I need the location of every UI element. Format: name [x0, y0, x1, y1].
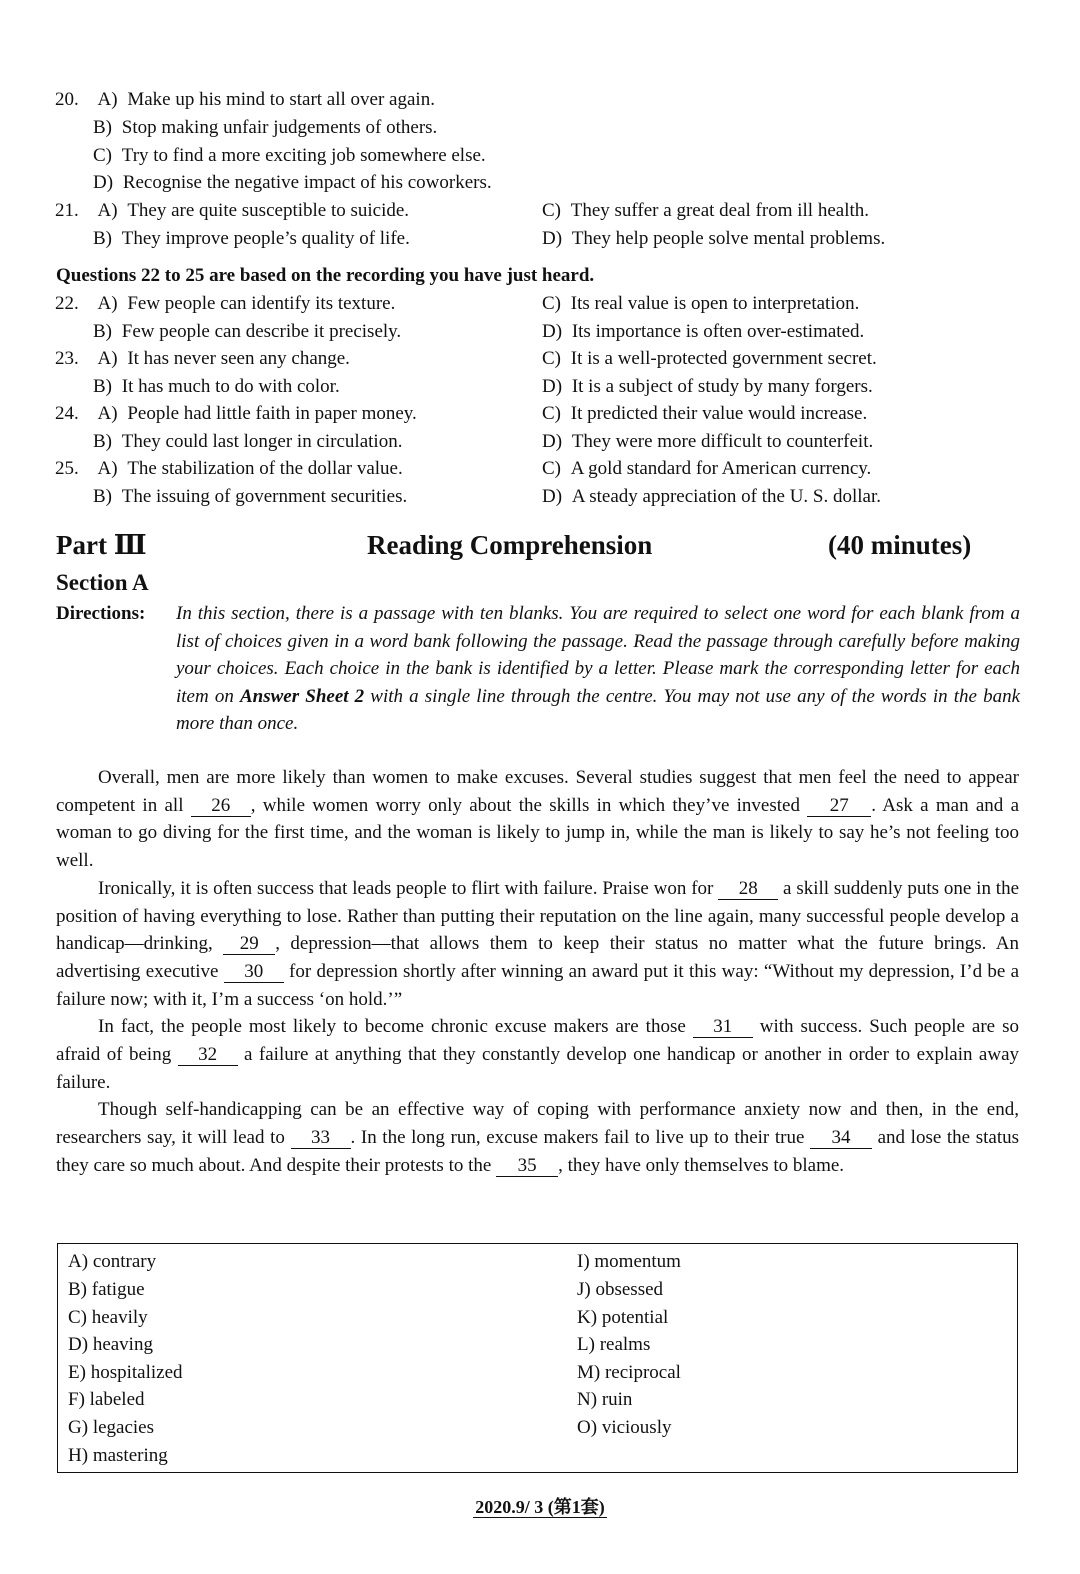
word-bank-word: viciously [601, 1417, 672, 1438]
word-bank-word: obsessed [595, 1279, 664, 1300]
word-bank-label: J) [577, 1279, 591, 1300]
question-23-option-a [55, 347, 350, 371]
option-text: They are quite susceptible to suicide. [127, 200, 410, 221]
word-bank-item [577, 1278, 663, 1302]
section-title: Section A [56, 570, 149, 595]
word-bank-label: I) [577, 1251, 590, 1272]
option-text: The stabilization of the dollar value. [127, 458, 403, 479]
question-21-option-c [542, 199, 869, 223]
passage-text: and lose the status they care so much about. And despite their protests to the [56, 1127, 1019, 1176]
option-label: A) [97, 458, 118, 479]
word-bank-word: labeled [89, 1389, 145, 1410]
word-bank-word: heavily [91, 1307, 148, 1328]
question-number: 23. [55, 348, 79, 369]
blank-32: 32 [178, 1044, 238, 1066]
word-bank-word: ruin [601, 1389, 633, 1410]
question-22-option-b [93, 320, 401, 344]
passage-text: . In the long run, excuse makers fail to live up to their true [350, 1127, 811, 1149]
answer-sheet-label: Answer Sheet 2 [239, 685, 365, 707]
recording-note: Questions 22 to 25 are based on the recording you have just heard. [56, 265, 595, 286]
option-text: They improve people’s quality of life. [121, 228, 410, 249]
option-label: D) [542, 228, 563, 249]
word-bank-word: legacies [92, 1417, 154, 1438]
option-label: A) [97, 89, 118, 110]
blank-29: 29 [223, 933, 275, 955]
word-bank-item [68, 1306, 148, 1330]
option-label: C) [542, 403, 561, 424]
option-label: D) [542, 431, 563, 452]
question-number: 25. [55, 458, 79, 479]
directions-text [176, 600, 1020, 738]
option-text: Few people can identify its texture. [127, 293, 396, 314]
option-text: The issuing of government securities. [121, 486, 408, 507]
option-label: A) [97, 200, 118, 221]
question-number: 22. [55, 293, 79, 314]
option-text: A steady appreciation of the U. S. dollar. [571, 486, 882, 507]
option-text: Its importance is often over-estimated. [571, 321, 865, 342]
word-bank-item [68, 1388, 145, 1412]
page-number: 2020.9/ 3 (第1套) [475, 1497, 605, 1517]
word-bank-item [577, 1250, 681, 1274]
word-bank-label: D) [68, 1334, 89, 1355]
question-number: 20. [55, 89, 79, 110]
option-label: A) [97, 348, 118, 369]
option-label: B) [93, 486, 112, 507]
passage-paragraph-2 [56, 875, 1019, 1014]
question-20-option-c [93, 144, 486, 168]
passage-text: , depression—that allows them to keep their status no matter what the future brings. An advertising executive [56, 933, 1019, 982]
option-label: C) [542, 293, 561, 314]
option-text: Make up his mind to start all over again. [127, 89, 435, 110]
word-bank-label: H) [68, 1445, 89, 1466]
word-bank-label: F) [68, 1389, 85, 1410]
word-bank-label: B) [68, 1279, 87, 1300]
question-23-option-b [93, 375, 340, 399]
question-20-option-d [93, 171, 492, 195]
blank-31: 31 [693, 1016, 753, 1038]
question-23-option-c [542, 347, 877, 371]
passage-text: Ironically, it is often success that leads people to flirt with failure. Praise won for [98, 877, 719, 899]
directions-label: Directions: [56, 603, 146, 624]
option-text: Few people can describe it precisely. [121, 321, 402, 342]
option-text: They suffer a great deal from ill health. [570, 200, 869, 221]
option-label: B) [93, 431, 112, 452]
passage-paragraph-3 [56, 1013, 1019, 1096]
passage [56, 764, 1019, 1180]
passage-text: , they have only themselves to blame. [558, 1154, 845, 1176]
question-25-option-a [55, 457, 403, 481]
option-label: D) [542, 376, 563, 397]
blank-28: 28 [718, 878, 778, 900]
word-bank-word: momentum [594, 1251, 681, 1272]
word-bank-item [577, 1333, 650, 1357]
option-label: B) [93, 321, 112, 342]
question-21-option-b [93, 227, 410, 251]
passage-text: , while women worry only about the skills in which they’ve invested [250, 794, 808, 816]
word-bank-label: N) [577, 1389, 598, 1410]
word-bank-word: heaving [92, 1334, 153, 1355]
option-text: Recognise the negative impact of his coworkers. [122, 172, 492, 193]
question-25-option-b [93, 485, 407, 509]
option-label: A) [97, 403, 118, 424]
option-text: A gold standard for American currency. [570, 458, 872, 479]
passage-text: a skill suddenly puts one in the position of having everything to lose. Rather than putting their reputation on the line again, many successful people develop a handicap—drinking, [56, 877, 1020, 955]
question-number: 21. [55, 200, 79, 221]
word-bank-item [68, 1278, 145, 1302]
word-bank-label: M) [577, 1362, 601, 1383]
passage-text: with success. Such people are so afraid of being [56, 1016, 1019, 1066]
word-bank-word: realms [599, 1334, 651, 1355]
option-text: It is a well-protected government secret. [570, 348, 877, 369]
blank-35: 35 [496, 1155, 558, 1177]
option-label: C) [542, 348, 561, 369]
directions [56, 600, 1020, 738]
word-bank-label: L) [577, 1334, 595, 1355]
word-bank-item [68, 1250, 156, 1274]
word-bank-word: fatigue [91, 1279, 145, 1300]
option-label: D) [542, 486, 563, 507]
question-22-option-a [55, 292, 395, 316]
option-text: It is a subject of study by many forgers. [571, 376, 873, 397]
option-text: It has never seen any change. [127, 348, 350, 369]
word-bank-item [68, 1444, 168, 1468]
word-bank-item [68, 1416, 154, 1440]
option-text: Its real value is open to interpretation. [570, 293, 860, 314]
passage-text: Overall, men are more likely than women to make excuses. Several studies suggest that men feel the need to appear competent in all [56, 767, 1019, 816]
passage-text: In fact, the people most likely to become chronic excuse makers are those [98, 1016, 693, 1038]
passage-text: a failure at anything that they constantly develop one handicap or another in order to explain away failure. [56, 1044, 1020, 1093]
option-label: C) [93, 145, 112, 166]
word-bank-label: E) [68, 1362, 86, 1383]
question-25-option-d [542, 485, 881, 509]
question-21-option-d [542, 227, 885, 251]
word-bank [57, 1243, 1018, 1473]
option-text: It predicted their value would increase. [570, 403, 868, 424]
question-25-option-c [542, 457, 871, 481]
part-label: Part Ⅲ [56, 530, 147, 560]
word-bank-label: A) [68, 1251, 89, 1272]
option-text: They were more difficult to counterfeit. [571, 431, 874, 452]
option-text: Try to find a more exciting job somewhere else. [121, 145, 486, 166]
word-bank-item [68, 1361, 183, 1385]
word-bank-label: C) [68, 1307, 87, 1328]
part-title: Reading Comprehension [367, 530, 653, 560]
question-22-option-c [542, 292, 859, 316]
blank-34: 34 [810, 1127, 872, 1149]
word-bank-item [577, 1306, 668, 1330]
question-20-option-b [93, 116, 437, 140]
word-bank-item [68, 1333, 153, 1357]
passage-paragraph-1 [56, 764, 1019, 875]
word-bank-word: reciprocal [604, 1362, 681, 1383]
question-22-option-d [542, 320, 864, 344]
passage-paragraph-4 [56, 1096, 1019, 1179]
blank-30: 30 [224, 961, 284, 983]
part-time: (40 minutes) [828, 530, 972, 560]
option-label: B) [93, 228, 112, 249]
option-text: Stop making unfair judgements of others. [121, 117, 438, 138]
word-bank-word: mastering [92, 1445, 168, 1466]
passage-text: Though self-handicapping can be an effective way of coping with performance anxiety now and then, in the end, researchers say, it will lead to [56, 1099, 1019, 1149]
question-24-option-b [93, 430, 402, 454]
directions-text-part: with a single line through the centre. You may not use any of the words in the bank more than once. [176, 685, 1021, 735]
page-footer [0, 1493, 1080, 1519]
word-bank-item [577, 1416, 671, 1440]
option-text: They help people solve mental problems. [571, 228, 886, 249]
question-21-option-a [55, 199, 409, 223]
passage-text: . Ask a man and a woman to go diving for the first time, and the woman is likely to jump in, while the man is likely to say he’s not feeling too well. [56, 794, 1020, 872]
word-bank-label: O) [577, 1417, 598, 1438]
option-label: C) [542, 458, 561, 479]
word-bank-item [577, 1388, 632, 1412]
word-bank-item [577, 1361, 681, 1385]
question-24-option-a [55, 402, 417, 426]
passage-text: for depression shortly after winning an award put it this way: “Without my depression, I’d be a failure now; with it, I’m a success ‘on hold.’” [56, 960, 1019, 1010]
word-bank-label: G) [68, 1417, 89, 1438]
question-24-option-c [542, 402, 867, 426]
option-text: People had little faith in paper money. [127, 403, 417, 424]
option-text: They could last longer in circulation. [121, 431, 403, 452]
option-label: A) [97, 293, 118, 314]
option-label: D) [93, 172, 114, 193]
question-20-option-a [55, 88, 435, 112]
word-bank-word: contrary [92, 1251, 157, 1272]
word-bank-label: K) [577, 1307, 598, 1328]
option-label: C) [542, 200, 561, 221]
word-bank-word: hospitalized [90, 1362, 183, 1383]
option-label: B) [93, 117, 112, 138]
blank-26: 26 [191, 795, 251, 817]
question-24-option-d [542, 430, 873, 454]
blank-27: 27 [807, 795, 871, 817]
question-23-option-d [542, 375, 873, 399]
option-label: B) [93, 376, 112, 397]
question-number: 24. [55, 403, 79, 424]
option-label: D) [542, 321, 563, 342]
option-text: It has much to do with color. [121, 376, 340, 397]
directions-text-part: In this section, there is a passage with ten blanks. You are required to select one word for each blank from a list of choices given in a word bank following the passage. Read the passage through carefully before making your choices. Each choice in the bank is identified by a letter. Please mark the corresponding letter for each item on [176, 603, 1020, 707]
blank-33: 33 [291, 1127, 351, 1149]
word-bank-word: potential [601, 1307, 669, 1328]
